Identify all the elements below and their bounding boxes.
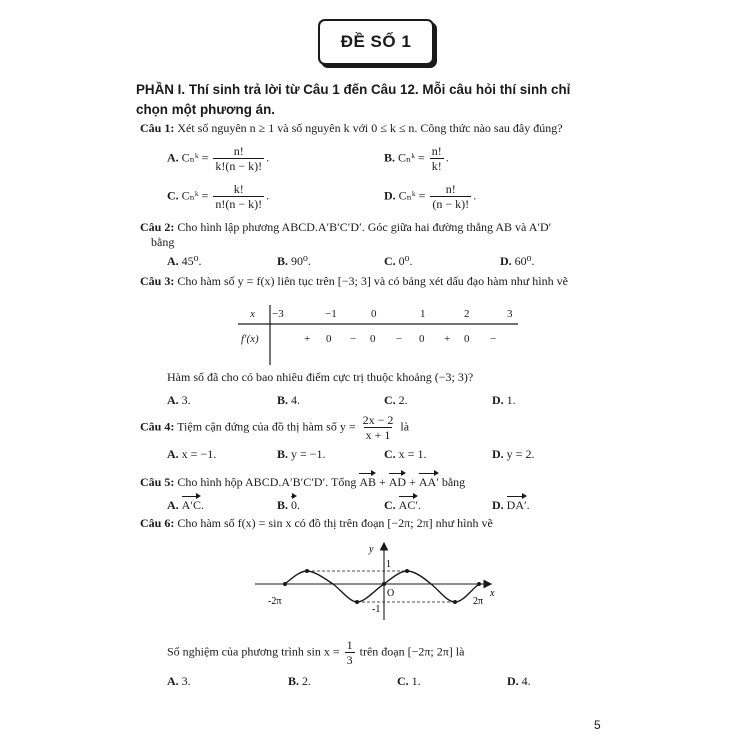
question-6 (140, 516, 493, 531)
q4-option-b (277, 447, 326, 462)
option-value: 1. (506, 393, 516, 407)
graph-y-label: y (369, 544, 374, 555)
table-x-value: −1 (325, 308, 337, 320)
question-3-label: Câu 3: (140, 274, 175, 288)
graph-point (305, 569, 309, 573)
option-letter: C. (167, 188, 179, 203)
q1-option-a: A. Cₙᵏ = $\frac{n!}{k!(n - k)!}$ . (167, 144, 270, 173)
table-sign: + (444, 333, 451, 345)
table-sign: 0 (370, 333, 376, 345)
q4-option-a (167, 447, 216, 462)
fraction (213, 144, 264, 173)
graph-left-label: -2π (268, 596, 282, 607)
question-6-pre: Số nghiệm của phương trình sin x = (167, 644, 340, 659)
option-letter: A. (167, 254, 179, 268)
option-value: 60⁰. (514, 254, 535, 268)
question-4-label: Câu 4: (140, 419, 175, 434)
question-6-question (167, 638, 464, 667)
q5-option-d: D. DA′. (492, 495, 530, 513)
table-sign: − (396, 333, 403, 345)
q5-option-a: A. A′C. (167, 495, 204, 513)
q4-option-d (492, 447, 534, 462)
q2-option-b (277, 254, 311, 269)
option-vector: DA′ (507, 495, 527, 513)
option-letter: B. (277, 447, 289, 461)
option-value: x = 1. (398, 447, 427, 461)
question-6-post: trên đoạn [−2π; 2π] là (359, 644, 465, 659)
option-value: 2. (398, 393, 408, 407)
question-6-text: Cho hàm số f(x) = sin x có đồ thị trên đoạn [−2π; 2π] như hình vẽ (177, 516, 493, 530)
option-letter: D. (500, 254, 512, 268)
option-value: 3. (181, 674, 191, 688)
question-2-label: Câu 2: (140, 220, 175, 234)
question-1-text: Xét số nguyên n ≥ 1 và số nguyên k với 0 ≤ k ≤ n. Công thức nào sau đây đúng? (177, 121, 563, 135)
table-x-value: 3 (507, 308, 513, 320)
option-letter: A. (167, 393, 179, 407)
option-lhs: Cₙᵏ = (398, 150, 425, 165)
option-lhs: Cₙᵏ = (398, 188, 426, 203)
exam-title: ĐỀ SỐ 1 (318, 19, 434, 65)
fraction-den: k!(n − k)! (215, 159, 263, 173)
option-letter: B. (277, 498, 289, 512)
q6-option-a (167, 674, 191, 689)
option-value: x = −1. (181, 447, 217, 461)
table-x-value: 1 (420, 308, 426, 320)
q5-option-b: B. 0. (277, 495, 300, 513)
option-vector: 0 (291, 495, 297, 513)
option-letter: B. (288, 674, 300, 688)
option-vector: AC′ (399, 495, 418, 513)
fraction-num: 2x − 2 (362, 413, 394, 427)
fraction-den: n!(n − k)! (215, 197, 263, 211)
option-letter: C. (384, 393, 396, 407)
plus-sign: + (378, 475, 386, 489)
fraction-num: 1 (346, 638, 353, 652)
q5-option-c: C. AC′. (384, 495, 421, 513)
option-vector: A′C (182, 495, 201, 513)
fraction (213, 182, 264, 211)
fraction-num: n! (233, 144, 244, 158)
graph-x-label: x (490, 588, 495, 599)
option-value: 2. (302, 674, 312, 688)
part-heading: PHẦN I. Thí sinh trả lời từ Câu 1 đến Câu 12. Mỗi câu hỏi thí sinh chỉ chọn một phương án. (136, 82, 571, 117)
option-value: 4. (521, 674, 531, 688)
option-value: 90⁰. (291, 254, 311, 268)
fraction-num: n! (445, 182, 456, 196)
table-x-label: x (250, 308, 255, 320)
option-letter: D. (384, 188, 396, 203)
table-sign: − (350, 333, 357, 345)
q3-option-c (384, 393, 408, 408)
graph-point (355, 600, 359, 604)
question-2-text: Cho hình lập phương ABCD.A′B′C′D′. Góc giữa hai đường thẳng AB và A′D′ (177, 220, 552, 234)
option-letter: A. (167, 447, 179, 461)
option-lhs: Cₙᵏ = (181, 188, 209, 203)
q1-option-b: B. Cₙᵏ = $\frac{n!}{k!}$ . (384, 144, 449, 173)
option-value: 45⁰. (181, 254, 202, 268)
fraction-num: k! (233, 182, 244, 196)
fraction-den: x + 1 (365, 428, 391, 442)
question-3 (140, 274, 568, 289)
graph-point (453, 600, 457, 604)
q1-option-c: C. Cₙᵏ = $\frac{k!}{n!(n - k)!}$ . (167, 182, 270, 211)
q2-option-d (500, 254, 534, 269)
option-letter: B. (277, 254, 289, 268)
table-x-value: 0 (371, 308, 377, 320)
option-value: 3. (181, 393, 191, 407)
graph-neg-one-label: -1 (372, 604, 381, 615)
option-letter: C. (384, 254, 396, 268)
option-lhs: Cₙᵏ = (181, 150, 209, 165)
graph-origin-label: O (387, 588, 395, 599)
question-1 (140, 121, 563, 136)
sine-graph (255, 538, 500, 620)
vector-ad: AD (389, 472, 406, 490)
fraction (430, 144, 444, 173)
option-letter: C. (384, 447, 396, 461)
q6-option-b (288, 674, 311, 689)
table-x-value: 2 (464, 308, 470, 320)
option-letter: A. (167, 498, 179, 512)
option-value: y = −1. (291, 447, 326, 461)
option-letter: D. (492, 447, 504, 461)
fraction-den: k! (431, 159, 442, 173)
q2-option-a (167, 254, 201, 269)
question-2 (140, 220, 551, 235)
option-letter: A. (167, 150, 179, 165)
question-5-text: Cho hình hộp ABCD.A′B′C′D′. Tổng (177, 475, 357, 489)
graph-point (382, 582, 386, 586)
fraction-num: n! (431, 144, 442, 158)
option-letter: C. (384, 498, 396, 512)
q1-option-d: D. Cₙᵏ = $\frac{n!}{(n - k)!}$ . (384, 182, 477, 211)
q6-option-c (397, 674, 421, 689)
question-3-question: Hàm số đã cho có bao nhiêu điểm cực trị thuộc khoảng (−3; 3)? (167, 370, 474, 384)
option-letter: D. (492, 498, 504, 512)
table-sign: 0 (464, 333, 470, 345)
option-value: 1. (411, 674, 421, 688)
question-4-text: Tiệm cận đứng của đồ thị hàm số y = (177, 419, 356, 434)
q3-option-a (167, 393, 191, 408)
page-number: 5 (594, 718, 601, 732)
table-sign: 0 (419, 333, 425, 345)
question-5-tail: bằng (441, 475, 466, 489)
question-4-tail: là (400, 419, 410, 434)
table-x-value: −3 (272, 308, 284, 320)
fraction (430, 182, 471, 211)
question-3-text: Cho hàm số y = f(x) liên tục trên [−3; 3] và có bảng xét dấu đạo hàm như hình vẽ (177, 274, 568, 288)
graph-one-label: 1 (386, 559, 391, 570)
option-letter: B. (277, 393, 289, 407)
graph-point (283, 582, 287, 586)
derivative-sign-table (238, 305, 518, 365)
question-2-text2: bằng (151, 235, 175, 249)
option-letter: B. (384, 150, 396, 165)
fraction (345, 638, 355, 667)
plus-sign: + (409, 475, 416, 489)
q4-option-c (384, 447, 426, 462)
graph-right-label: 2π (473, 596, 484, 607)
option-value: 0⁰. (398, 254, 413, 268)
sine-curve (285, 571, 479, 602)
option-value: y = 2. (506, 447, 535, 461)
graph-point (477, 582, 481, 586)
vector-aa-prime: AA′ (419, 472, 439, 490)
question-4 (140, 413, 409, 442)
question-6-label: Câu 6: (140, 516, 175, 530)
table-sign: + (304, 333, 311, 345)
table-sign: − (490, 333, 497, 345)
question-5 (140, 472, 465, 490)
question-1-label: Câu 1: (140, 121, 175, 135)
option-letter: D. (507, 674, 519, 688)
option-value: 4. (291, 393, 301, 407)
table-sign: 0 (326, 333, 332, 345)
graph-point (405, 569, 409, 573)
option-letter: C. (397, 674, 409, 688)
option-letter: A. (167, 674, 179, 688)
fraction (361, 413, 396, 442)
q6-option-d (507, 674, 531, 689)
fraction-den: (n − k)! (432, 197, 470, 211)
q2-option-c (384, 254, 412, 269)
fraction-den: 3 (346, 653, 353, 667)
vector-ab: AB (359, 472, 376, 490)
table-fprime-label: f′(x) (241, 333, 259, 345)
q3-option-b (277, 393, 300, 408)
question-5-label: Câu 5: (140, 475, 175, 489)
q3-option-d (492, 393, 516, 408)
option-letter: D. (492, 393, 504, 407)
